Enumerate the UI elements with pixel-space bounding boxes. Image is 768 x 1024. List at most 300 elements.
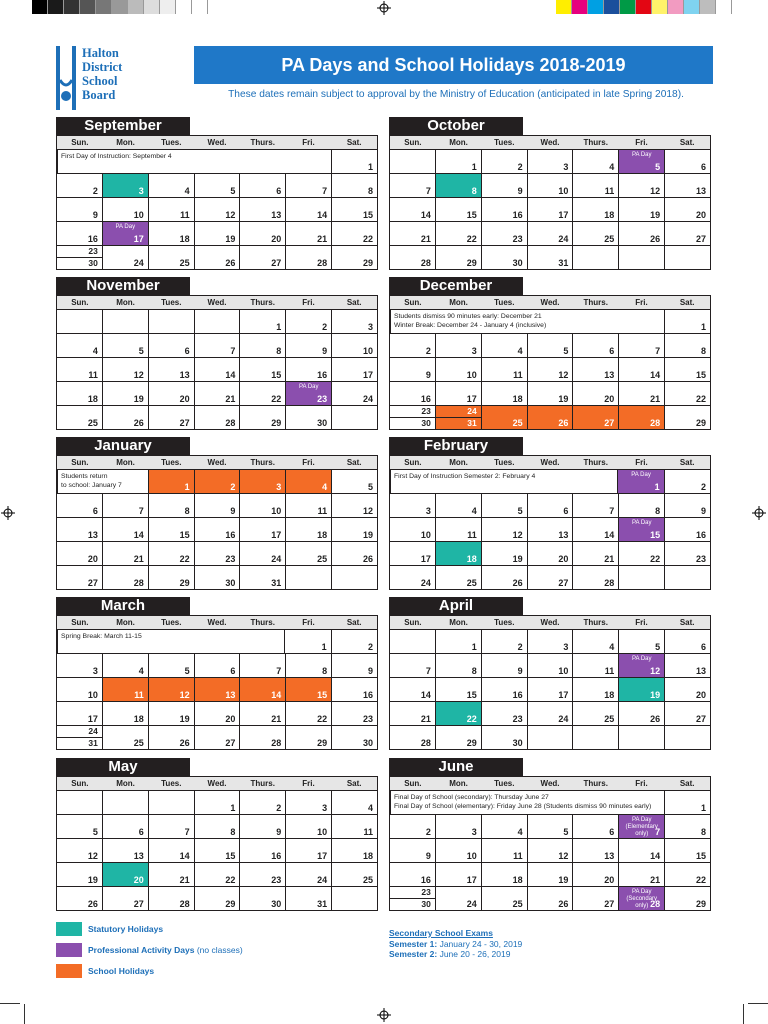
day-cell bbox=[572, 358, 618, 381]
day-cell bbox=[285, 678, 331, 701]
day-cell bbox=[331, 566, 377, 589]
weekday-label: Thurs. bbox=[250, 298, 275, 307]
day-number: 24 bbox=[271, 554, 282, 564]
day-cell bbox=[390, 726, 435, 749]
weekday-label: Mon. bbox=[116, 138, 135, 147]
day-cell bbox=[481, 542, 527, 565]
day-number: 4 bbox=[368, 803, 374, 813]
note-line: First Day of Instruction Semester 2: February 4 bbox=[394, 473, 536, 480]
day-number: 10 bbox=[420, 530, 431, 540]
weekday-label: Wed. bbox=[207, 138, 227, 147]
day-cell bbox=[664, 654, 710, 677]
week-row bbox=[390, 198, 710, 222]
day-cell bbox=[572, 815, 618, 838]
day-number: 30 bbox=[421, 899, 431, 909]
day-cell bbox=[331, 382, 377, 405]
day-cell bbox=[194, 382, 240, 405]
month-march bbox=[56, 597, 378, 749]
day-cell bbox=[57, 678, 102, 701]
day-number: 11 bbox=[88, 370, 98, 380]
day-number: 11 bbox=[317, 506, 328, 516]
day-cell bbox=[618, 494, 664, 517]
day-number: 18 bbox=[604, 210, 615, 220]
day-cell bbox=[481, 566, 527, 589]
day-cell bbox=[618, 222, 664, 245]
day-cell bbox=[239, 470, 285, 493]
day-number: 21 bbox=[133, 554, 144, 564]
day-cell bbox=[618, 406, 664, 429]
day-cell bbox=[285, 863, 331, 886]
day-number: 6 bbox=[701, 642, 707, 652]
day-number: 7 bbox=[184, 827, 190, 837]
month-note bbox=[61, 632, 142, 641]
day-number: 6 bbox=[609, 346, 615, 356]
holiday-swatch bbox=[56, 964, 82, 978]
day-number: 10 bbox=[87, 690, 98, 700]
day-cell bbox=[664, 630, 710, 653]
day-cell bbox=[331, 358, 377, 381]
day-number: 27 bbox=[87, 578, 98, 588]
day-number: 11 bbox=[513, 851, 523, 861]
day-cell bbox=[390, 654, 435, 677]
day-cell bbox=[57, 334, 102, 357]
day-number: 22 bbox=[466, 234, 477, 244]
day-cell bbox=[331, 839, 377, 862]
month-name: March bbox=[56, 597, 190, 615]
month-name: June bbox=[389, 758, 523, 776]
day-cell bbox=[618, 815, 664, 838]
week-row bbox=[57, 518, 377, 542]
day-number: 16 bbox=[317, 370, 328, 380]
split-day-cell bbox=[436, 406, 481, 429]
day-cell bbox=[102, 198, 148, 221]
statutory-swatch bbox=[56, 922, 82, 936]
day-number: 6 bbox=[92, 506, 98, 516]
day-cell bbox=[527, 566, 573, 589]
day-number: 7 bbox=[322, 186, 328, 196]
day-number: 6 bbox=[276, 186, 282, 196]
day-number: 18 bbox=[179, 234, 190, 244]
day-number: 1 bbox=[471, 642, 477, 652]
day-number: 15 bbox=[650, 530, 661, 540]
weekday-label: Tues. bbox=[494, 138, 515, 147]
day-cell bbox=[194, 863, 240, 886]
day-cell bbox=[239, 566, 285, 589]
day-number: 5 bbox=[655, 162, 661, 172]
day-number: 13 bbox=[604, 851, 615, 861]
day-cell bbox=[331, 246, 377, 269]
day-number: 29 bbox=[363, 258, 374, 268]
weekday-label: Tues. bbox=[161, 458, 182, 467]
day-cell bbox=[618, 542, 664, 565]
day-cell bbox=[618, 630, 664, 653]
note-line: Students dismiss 90 minutes early: December 21 bbox=[394, 313, 542, 320]
day-number: 30 bbox=[225, 578, 236, 588]
day-cell bbox=[239, 494, 285, 517]
day-number: 8 bbox=[184, 506, 190, 516]
day-cell bbox=[390, 630, 435, 653]
day-cell bbox=[331, 518, 377, 541]
day-number: 17 bbox=[317, 851, 328, 861]
day-number: 9 bbox=[322, 346, 328, 356]
day-number: 26 bbox=[512, 578, 523, 588]
day-number: 7 bbox=[230, 346, 236, 356]
day-cell bbox=[390, 542, 435, 565]
day-number: 12 bbox=[133, 370, 144, 380]
day-cell bbox=[194, 494, 240, 517]
note-line: Students return bbox=[61, 473, 108, 480]
note-line: First Day of Instruction: September 4 bbox=[61, 153, 172, 160]
month-name: February bbox=[389, 437, 523, 455]
day-cell bbox=[572, 702, 618, 725]
day-cell bbox=[57, 246, 102, 269]
day-number: 4 bbox=[322, 482, 328, 492]
week-row bbox=[390, 494, 710, 518]
day-number: 31 bbox=[467, 418, 477, 428]
day-cell bbox=[57, 702, 102, 725]
day-number: 3 bbox=[471, 346, 477, 356]
day-cell bbox=[102, 791, 148, 814]
day-number: 12 bbox=[179, 690, 190, 700]
day-number: 22 bbox=[466, 714, 477, 724]
day-number: 13 bbox=[604, 370, 615, 380]
day-number: 29 bbox=[696, 418, 707, 428]
weekday-label: Wed. bbox=[540, 138, 560, 147]
day-number: 21 bbox=[317, 234, 328, 244]
day-number: 12 bbox=[558, 851, 569, 861]
week-row bbox=[390, 678, 710, 702]
day-number: 1 bbox=[700, 322, 706, 332]
day-number: 16 bbox=[512, 690, 523, 700]
week-row bbox=[390, 815, 710, 839]
day-cell bbox=[57, 310, 102, 333]
weekday-label: Tues. bbox=[161, 618, 182, 627]
day-cell bbox=[148, 702, 194, 725]
day-cell bbox=[390, 246, 435, 269]
weekday-label: Sat. bbox=[679, 458, 695, 467]
day-number: 19 bbox=[87, 875, 98, 885]
day-cell bbox=[148, 839, 194, 862]
day-cell bbox=[239, 839, 285, 862]
day-number: 29 bbox=[696, 899, 707, 909]
day-cell bbox=[435, 382, 481, 405]
weekday-label: Sat. bbox=[346, 138, 362, 147]
weekday-label: Sun. bbox=[404, 138, 422, 147]
day-cell bbox=[527, 198, 573, 221]
day-number: 4 bbox=[609, 162, 615, 172]
week-row bbox=[390, 518, 710, 542]
weekday-header bbox=[57, 777, 377, 791]
day-cell bbox=[57, 174, 102, 197]
weekday-label: Mon. bbox=[116, 298, 135, 307]
day-number: 12 bbox=[512, 530, 523, 540]
weekday-label: Sat. bbox=[346, 779, 362, 788]
day-cell bbox=[148, 334, 194, 357]
day-cell bbox=[435, 358, 481, 381]
day-number: 18 bbox=[512, 875, 523, 885]
day-number: 27 bbox=[225, 738, 236, 748]
day-number: 21 bbox=[650, 394, 661, 404]
day-cell bbox=[57, 566, 102, 589]
day-cell bbox=[481, 198, 527, 221]
weekday-header bbox=[57, 616, 377, 630]
day-number: 11 bbox=[467, 530, 477, 540]
day-number: 20 bbox=[225, 714, 236, 724]
day-number: 5 bbox=[368, 482, 374, 492]
day-cell bbox=[57, 406, 102, 429]
day-number: 6 bbox=[701, 162, 707, 172]
weekday-label: Wed. bbox=[207, 779, 227, 788]
day-cell bbox=[239, 702, 285, 725]
day-cell bbox=[435, 150, 481, 173]
day-number: 2 bbox=[517, 642, 523, 652]
pa-day-tag: PA Day bbox=[631, 520, 652, 526]
day-cell bbox=[527, 654, 573, 677]
day-cell bbox=[239, 334, 285, 357]
day-cell bbox=[664, 198, 710, 221]
day-cell bbox=[239, 246, 285, 269]
week-row bbox=[390, 150, 710, 174]
day-cell bbox=[390, 198, 435, 221]
day-cell bbox=[102, 815, 148, 838]
day-cell bbox=[481, 174, 527, 197]
weekday-label: Wed. bbox=[540, 458, 560, 467]
day-number: 6 bbox=[563, 506, 569, 516]
day-number: 16 bbox=[271, 851, 282, 861]
week-row bbox=[390, 310, 710, 334]
day-number: 19 bbox=[133, 394, 144, 404]
day-number: 13 bbox=[696, 666, 707, 676]
day-number: 3 bbox=[138, 186, 144, 196]
day-number: 22 bbox=[179, 554, 190, 564]
week-row bbox=[57, 334, 377, 358]
day-number: 19 bbox=[512, 554, 523, 564]
week-row bbox=[390, 470, 710, 494]
day-cell bbox=[664, 494, 710, 517]
day-cell bbox=[239, 406, 285, 429]
day-number: 28 bbox=[271, 738, 282, 748]
day-number: 2 bbox=[92, 186, 98, 196]
day-number: 23 bbox=[512, 714, 523, 724]
pa-day-tag: PA Day bbox=[631, 656, 652, 662]
day-number: 14 bbox=[420, 690, 431, 700]
day-number: 28 bbox=[650, 899, 661, 909]
day-cell bbox=[194, 406, 240, 429]
day-number: 7 bbox=[425, 186, 431, 196]
day-number: 18 bbox=[512, 394, 523, 404]
day-cell bbox=[194, 310, 240, 333]
note-line: Spring Break: March 11-15 bbox=[61, 633, 142, 640]
month-grid bbox=[56, 295, 378, 430]
day-number: 24 bbox=[133, 258, 144, 268]
pa-swatch bbox=[56, 943, 82, 957]
day-cell bbox=[481, 702, 527, 725]
day-number: 19 bbox=[179, 714, 190, 724]
weekday-label: Sun. bbox=[71, 458, 89, 467]
day-number: 26 bbox=[650, 714, 661, 724]
day-number: 18 bbox=[363, 851, 374, 861]
day-number: 2 bbox=[700, 482, 706, 492]
day-number: 15 bbox=[696, 851, 707, 861]
day-cell bbox=[664, 150, 710, 173]
day-number: 5 bbox=[517, 506, 523, 516]
day-cell bbox=[618, 678, 664, 701]
day-cell bbox=[527, 222, 573, 245]
day-cell bbox=[102, 382, 148, 405]
split-day-cell bbox=[57, 246, 102, 269]
day-cell bbox=[527, 863, 573, 886]
day-cell bbox=[239, 791, 285, 814]
day-number: 3 bbox=[471, 827, 477, 837]
month-note bbox=[61, 152, 172, 161]
day-number: 25 bbox=[317, 554, 328, 564]
day-cell bbox=[331, 174, 377, 197]
day-number: 20 bbox=[87, 554, 98, 564]
month-name: October bbox=[389, 117, 523, 135]
day-cell bbox=[527, 358, 573, 381]
day-cell bbox=[331, 702, 377, 725]
day-number: 24 bbox=[466, 899, 477, 909]
day-cell bbox=[239, 887, 285, 910]
day-number: 26 bbox=[225, 258, 236, 268]
crop-mark bbox=[748, 1003, 768, 1004]
day-number: 28 bbox=[133, 578, 144, 588]
day-number: 19 bbox=[225, 234, 236, 244]
day-cell bbox=[194, 470, 240, 493]
day-cell bbox=[57, 382, 102, 405]
day-cell bbox=[194, 566, 240, 589]
weekday-label: Thurs. bbox=[583, 138, 608, 147]
month-name: May bbox=[56, 758, 190, 776]
day-cell bbox=[618, 382, 664, 405]
day-cell bbox=[664, 566, 710, 589]
day-number: 30 bbox=[317, 418, 328, 428]
day-number: 24 bbox=[317, 875, 328, 885]
day-number: 6 bbox=[138, 827, 144, 837]
day-number: 27 bbox=[696, 714, 707, 724]
day-cell bbox=[435, 726, 481, 749]
registration-mark-icon bbox=[377, 1008, 391, 1022]
day-number: 24 bbox=[558, 714, 569, 724]
weekday-label: Fri. bbox=[302, 458, 315, 467]
day-cell bbox=[102, 566, 148, 589]
day-number: 13 bbox=[225, 690, 236, 700]
day-cell bbox=[102, 839, 148, 862]
day-cell bbox=[102, 222, 148, 245]
day-number: 16 bbox=[363, 690, 374, 700]
day-cell bbox=[102, 518, 148, 541]
day-number: 17 bbox=[133, 234, 144, 244]
day-number: 5 bbox=[563, 346, 569, 356]
day-cell bbox=[331, 406, 377, 429]
day-cell bbox=[194, 198, 240, 221]
month-name: April bbox=[389, 597, 523, 615]
weekday-label: Thurs. bbox=[583, 458, 608, 467]
day-number: 1 bbox=[471, 162, 477, 172]
day-number: 13 bbox=[558, 530, 569, 540]
day-cell bbox=[618, 358, 664, 381]
day-number: 12 bbox=[363, 506, 374, 516]
day-cell bbox=[390, 406, 435, 429]
day-number: 23 bbox=[421, 887, 431, 897]
weekday-label: Tues. bbox=[161, 779, 182, 788]
day-number: 17 bbox=[466, 394, 477, 404]
day-cell bbox=[527, 406, 573, 429]
day-number: 25 bbox=[604, 714, 615, 724]
weekday-label: Mon. bbox=[449, 138, 468, 147]
day-number: 5 bbox=[655, 642, 661, 652]
day-number: 19 bbox=[558, 875, 569, 885]
weekday-label: Sun. bbox=[71, 298, 89, 307]
day-number: 10 bbox=[363, 346, 374, 356]
day-cell bbox=[148, 815, 194, 838]
day-number: 8 bbox=[322, 666, 328, 676]
legend-holidays: School Holidays bbox=[56, 964, 154, 978]
day-number: 21 bbox=[420, 234, 431, 244]
day-cell bbox=[285, 654, 331, 677]
day-cell bbox=[481, 887, 527, 910]
day-cell bbox=[194, 358, 240, 381]
week-row bbox=[390, 246, 710, 269]
day-cell bbox=[481, 150, 527, 173]
day-cell bbox=[285, 518, 331, 541]
day-cell bbox=[618, 839, 664, 862]
weekday-label: Mon. bbox=[449, 618, 468, 627]
month-grid bbox=[56, 776, 378, 911]
month-february bbox=[389, 437, 711, 589]
day-cell bbox=[57, 839, 102, 862]
day-cell bbox=[572, 518, 618, 541]
month-note bbox=[394, 312, 546, 330]
day-number: 14 bbox=[225, 370, 236, 380]
week-row bbox=[57, 150, 377, 174]
day-cell bbox=[331, 310, 377, 333]
day-number: 4 bbox=[471, 506, 477, 516]
day-cell bbox=[390, 863, 435, 886]
day-cell bbox=[435, 702, 481, 725]
day-cell bbox=[435, 542, 481, 565]
month-grid bbox=[56, 135, 378, 270]
grayscale-color-bar bbox=[32, 0, 208, 14]
day-number: 21 bbox=[650, 875, 661, 885]
day-cell bbox=[194, 246, 240, 269]
day-cell bbox=[664, 406, 710, 429]
day-cell bbox=[481, 222, 527, 245]
day-number: 8 bbox=[655, 506, 661, 516]
day-cell bbox=[285, 310, 331, 333]
day-number: 25 bbox=[179, 258, 190, 268]
day-cell bbox=[390, 518, 435, 541]
day-cell bbox=[664, 887, 710, 910]
split-day-cell bbox=[390, 406, 435, 429]
day-number: 9 bbox=[92, 210, 98, 220]
day-cell bbox=[390, 358, 435, 381]
week-row bbox=[57, 839, 377, 863]
day-cell bbox=[239, 863, 285, 886]
pa-day-tag: PA Day bbox=[631, 152, 652, 158]
day-number: 22 bbox=[225, 875, 236, 885]
day-cell bbox=[390, 887, 435, 910]
week-row bbox=[57, 791, 377, 815]
day-number: 13 bbox=[87, 530, 98, 540]
day-cell bbox=[481, 382, 527, 405]
day-cell bbox=[148, 863, 194, 886]
month-december bbox=[389, 277, 711, 429]
day-cell bbox=[148, 678, 194, 701]
day-number: 19 bbox=[650, 210, 661, 220]
day-cell bbox=[527, 174, 573, 197]
day-number: 30 bbox=[88, 258, 98, 268]
